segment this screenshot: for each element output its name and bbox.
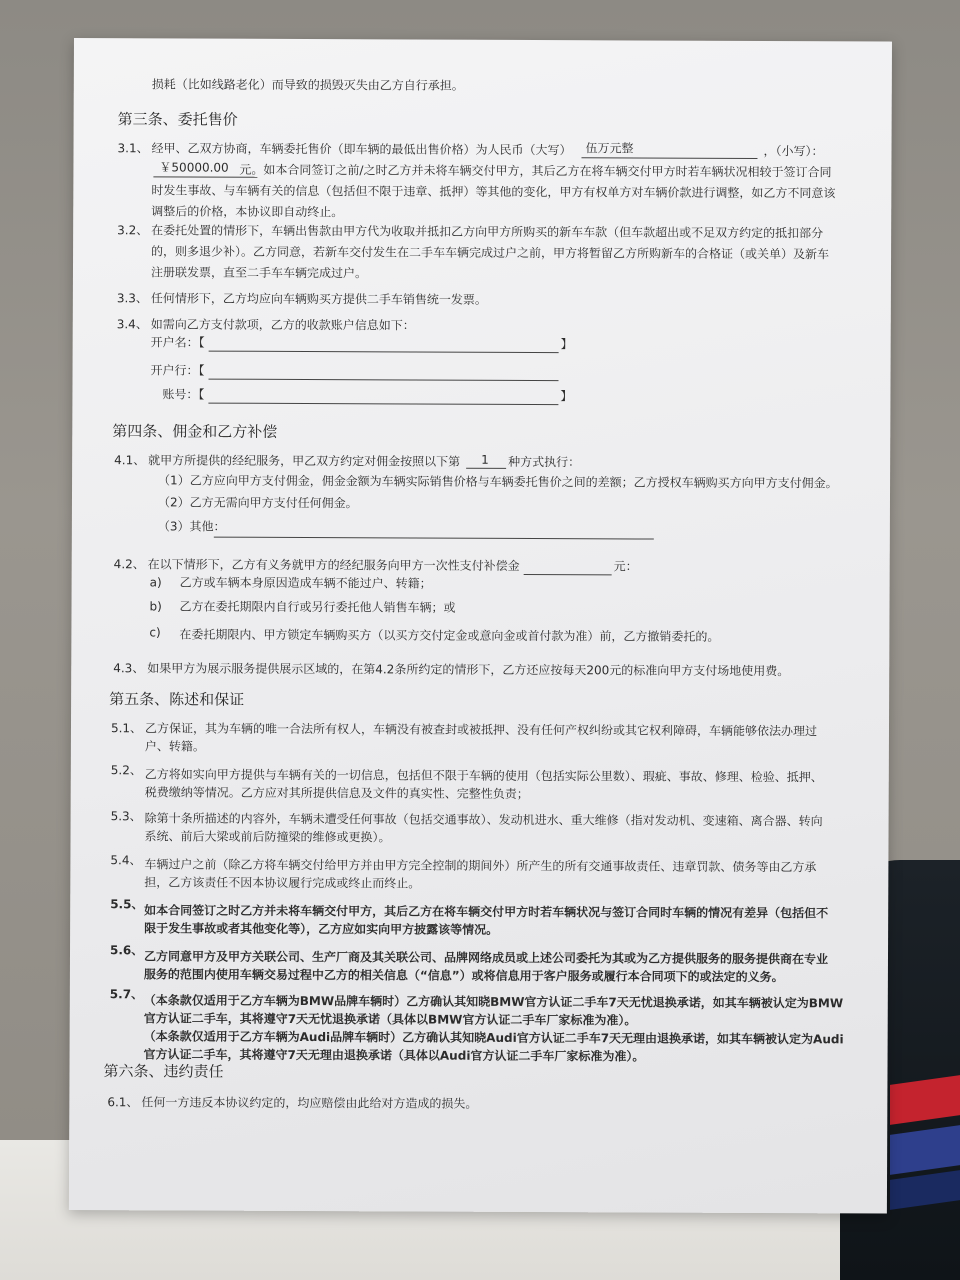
- clause-4-2-item-c: 在委托期限内、甲方锁定车辆购买方（以买方交付定金或意向金或首付款为准）前，乙方撤销委托的。: [179, 627, 720, 644]
- clause-4-2-item-a: 乙方或车辆本身原因造成车辆不能过户、转籍；: [179, 575, 432, 591]
- clause-5-1-line-2: 户、转籍。: [144, 739, 205, 754]
- clause-5-3-line-2: 系统、前后大梁或前后防撞梁的维修或更换）。: [144, 829, 391, 845]
- clause-number: 3.3、: [116, 291, 148, 306]
- clause-3-1-line-1b: ，（小写）：: [763, 144, 824, 159]
- clause-number: 4.1、: [114, 453, 146, 468]
- clause-3-1-line-1a: 经甲、乙双方协商，车辆委托售价（即车辆的最低出售价格）为人民币（大写）: [151, 141, 572, 158]
- account-name-line: [209, 351, 559, 354]
- commission-option-1: （1）乙方应向甲方支付佣金，佣金金额为车辆实际销售价格与车辆委托售价之间的差额；乙方授权车辆购买方向甲方支付佣金。: [158, 473, 838, 491]
- clause-3-2-line-1: 在委托处置的情形下，车辆出售款由甲方代为收取并抵扣乙方向甲方所购买的新车车款（但车款超出或不足双方约定的抵扣部分: [151, 223, 824, 241]
- clause-5-4-line-1: 车辆过户之前（除乙方将车辆交付给甲方并由甲方完全控制的期间外）所产生的所有交通事故责任、违章罚款、债务等由乙方承: [144, 857, 817, 875]
- account-name-label: 开户名：【: [150, 335, 205, 350]
- clause-4-1-line-1a: 就甲方所提供的经纪服务，甲乙双方约定对佣金按照以下第: [148, 453, 461, 469]
- price-in-figures: ￥50000.00: [159, 160, 229, 175]
- clause-number: 3.4、: [116, 317, 148, 332]
- commission-option-3: （3）其他：: [157, 519, 226, 534]
- section-4-heading: 第四条、佣金和乙方补偿: [112, 422, 278, 441]
- clause-number: 5.6、: [109, 943, 144, 958]
- clause-5-2-line-1: 乙方将如实向甲方提供与车辆有关的一切信息，包括但不限于车辆的使用（包括实际公里数）、瑕疵、事故、修理、检验、抵押、: [144, 767, 823, 785]
- clause-4-1-line-1b: 种方式执行：: [508, 454, 581, 470]
- clause-4-2-item-b: 乙方在委托期限内自行或另行委托他人销售车辆；或: [179, 599, 456, 615]
- clause-5-7-line-2: 官方认证二手车，其将遵守7天无忧退换承诺（具体以BMW官方认证二手车厂家标准为准）。: [143, 1011, 637, 1028]
- clause-number: 5.4、: [110, 853, 142, 868]
- account-number-line: [208, 403, 558, 406]
- section-5-heading: 第五条、陈述和保证: [109, 690, 245, 709]
- account-number-label: 账号：【: [162, 387, 205, 402]
- clause-5-3-line-1: 除第十条所描述的内容外，车辆未遭受任何事故（包括交通事故）、发动机进水、重大维修（指对发动机、变速箱、离合器、转向: [144, 811, 823, 829]
- bracket-close: 】: [560, 337, 573, 352]
- clause-5-6-line-2: 服务的范围内使用车辆交易过程中乙方的相关信息（“信息”）或将信息用于客户服务或履行本合同项下的或法定的义务。: [143, 967, 784, 985]
- clause-4-2-line-1b: 元：: [613, 559, 638, 574]
- commission-method-choice: 1: [481, 452, 489, 467]
- clause-5-5-line-2: 限于发生事故或者其他变化等），乙方应如实向甲方披露该等情况。: [144, 921, 499, 937]
- clause-5-7-line-3: （本条款仅适用于乙方车辆为Audi品牌车辆时）乙方确认其知晓Audi官方认证二手车7天无理由退换承诺，如其车辆被认定为Audi: [143, 1029, 844, 1047]
- clause-number: 6.1、: [107, 1095, 139, 1110]
- section-3-heading: 第三条、委托售价: [117, 110, 238, 129]
- clause-number: 4.3、: [113, 661, 145, 676]
- bank-label: 开户行：【: [150, 363, 205, 378]
- clause-number: 3.1、: [117, 141, 149, 156]
- bank-line: [209, 379, 559, 382]
- clause-3-1-line-3: 时发生事故、与车辆有关的信息（包括但不限于违章、抵押）等其他的变化，甲方有权单方对车辆价款进行调整，如乙方不同意该: [151, 183, 836, 201]
- item-label: b): [149, 599, 162, 614]
- item-label: c): [149, 625, 161, 640]
- clause-3-3-line-1: 任何情形下，乙方均应向车辆购买方提供二手车销售统一发票。: [150, 291, 487, 307]
- price-in-words-line: [581, 157, 757, 159]
- item-label: a): [149, 575, 162, 590]
- clause-number: 5.7、: [109, 987, 144, 1002]
- clause-number: 5.3、: [110, 809, 142, 824]
- compensation-amount-line: [524, 574, 612, 575]
- clause-6-1-line-1: 任何一方违反本协议约定的，均应赔偿由此给对方造成的损失。: [141, 1095, 478, 1111]
- clause-5-4-line-2: 担，乙方该责任不因本协议履行完成或终止而终止。: [144, 875, 421, 891]
- clause-number: 5.2、: [110, 763, 142, 778]
- other-option-line: [214, 537, 654, 540]
- clause-number: 5.1、: [110, 721, 143, 736]
- clause-3-2-line-3: 注册联发票，直至二手车车辆完成过户。: [150, 265, 368, 281]
- clause-5-7-line-1: （本条款仅适用于乙方车辆为BMW品牌车辆时）乙方确认其知晓BMW官方认证二手车7天无忧退换承诺，如其车辆被认定为BMW: [143, 993, 844, 1011]
- bracket-close: 】: [560, 389, 573, 404]
- clause-3-2-line-2: 的，则多退少补）。乙方同意，若新车交付发生在二手车车辆完成过户之前，甲方将暂留乙方所购新车的合格证（或关单）及新车: [151, 244, 830, 262]
- clause-4-2-line-1a: 在以下情形下，乙方有义务就甲方的经纪服务向甲方一次性支付补偿金: [147, 557, 520, 573]
- commission-choice-line: [466, 468, 506, 469]
- clause-3-1-line-2: 元。如本合同签订之前/之时乙方并未将车辆交付甲方，其后乙方在将车辆交付甲方时若车辆状况相较于签订合同: [239, 162, 832, 180]
- commission-option-2: （2）乙方无需向甲方支付任何佣金。: [157, 495, 358, 511]
- clause-number: 3.2、: [117, 223, 149, 238]
- clause-number: 4.2、: [113, 557, 145, 572]
- continued-text: 损耗（比如线路老化）而导致的损毁灭失由乙方自行承担。: [151, 77, 464, 93]
- clause-5-5-line-1: 如本合同签订之时乙方并未将车辆交付甲方，其后乙方在将车辆交付甲方时若车辆状况与签订合同时车辆的情况有差异（包括但不: [144, 903, 829, 921]
- clause-number: 5.5、: [110, 897, 144, 912]
- clause-3-4-line-1: 如需向乙方支付款项，乙方的收款账户信息如下：: [150, 317, 415, 333]
- price-in-words: 伍万元整: [585, 141, 634, 156]
- clause-5-2-line-2: 税费缴纳等情况。乙方应对其所提供信息及文件的真实性、完整性负责；: [144, 785, 529, 801]
- clause-5-1-line-1: 乙方保证，其为车辆的唯一合法所有权人，车辆没有被查封或被抵押、没有任何产权纠纷或其它权利障碍，车辆能够依法办理过: [144, 721, 818, 739]
- contract-page: [69, 38, 892, 1214]
- clause-4-3-line-1: 如果甲方为展示服务提供展示区域的，在第4.2条所约定的情形下，乙方还应按每天200元的标准向甲方支付场地使用费。: [147, 661, 790, 679]
- clause-5-7-line-4: 官方认证二手车，其将遵守7天无理由退换承诺（具体以Audi官方认证二手车厂家标准为准）。: [143, 1047, 645, 1064]
- section-6-heading: 第六条、违约责任: [103, 1062, 224, 1081]
- clause-5-6-line-1: 乙方同意甲方及甲方关联公司、生产厂商及其关联公司、品牌网络成员或上述公司委托为其或为乙方提供服务的服务提供商在专业: [143, 949, 829, 967]
- clause-3-1-line-4: 调整后的价格，本协议即自动终止。: [151, 204, 344, 220]
